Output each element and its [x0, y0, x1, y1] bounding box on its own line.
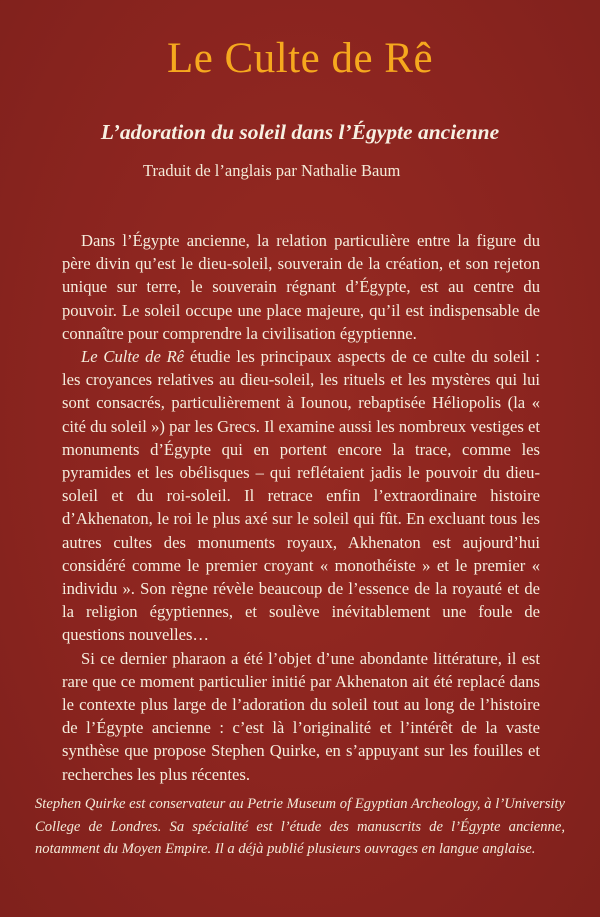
- blurb-paragraph-3: [62, 647, 540, 786]
- blurb-paragraph-3-text: Si ce dernier pharaon a été l’objet d’une abondante littérature, il est rare que ce moment particulier initié par Akhenaton ait été replacé dans le contexte plus large de l’adoration du soleil tout au long de l’histoire de l’Égypte ancienne : c’est là l’originalité et l’intérêt de la vaste synthèse que propose Stephen Quirke, en s’appuyant sur les fouilles et recherches les plus récentes.: [62, 648, 540, 784]
- book-title: Le Culte de Rê: [166, 35, 434, 82]
- blurb: [62, 229, 540, 786]
- blurb-paragraph-1: [62, 229, 540, 345]
- blurb-paragraph-1-text: Dans l’Égypte ancienne, la relation particulière entre la figure du père divin qu’est le dieu-soleil, souverain de la création, et son rejeton unique sur terre, le souverain régnant d’Égypte, est au centre du pouvoir. Le soleil occupe une place majeure, qu’il est indispensable de connaître pour comprendre la civilisation égyptienne.: [62, 231, 540, 343]
- book-subtitle: L’adoration du soleil dans l’Égypte ancienne: [100, 120, 500, 144]
- blurb-paragraph-2-text: étudie les principaux aspects de ce culte du soleil : les croyances relatives au dieu-soleil, les rituels et les mystères qui lui sont consacrés, particulièrement à Iounou, rebaptisée Héliopolis (la « cité du soleil ») par les Grecs. Il examine aussi les nombreux vestiges et monuments d’Égypte qui en portent encore la trace, comme les pyramides et les obélisques – qui reflétaient jadis le pouvoir du dieu-soleil et du roi-soleil. Il retrace enfin l’extraordinaire histoire d’Akhenaton, le roi le plus axé sur le soleil qui fût. En excluant tous les autres cultes des monuments royaux, Akhenaton est aujourd’hui considéré comme le premier croyant « monothéiste » et le premier « individu ». Son règne révèle beaucoup de l’essence de la royauté et de la religion égyptiennes, et soulève inévitablement une foule de questions nouvelles…: [62, 347, 541, 645]
- translator-credit: Traduit de l’anglais par Nathalie Baum: [143, 161, 401, 180]
- blurb-paragraph-2-title: Le Culte de Rê: [81, 347, 185, 367]
- author-bio: Stephen Quirke est conservateur au Petrie Museum of Egyptian Archeology, à l’University College de Londres. Sa spécialité est l’étude des manuscrits de l’Égypte ancienne, notamment du Moyen Empire. Il a déjà publié plusieurs ouvrages en langue anglaise.: [35, 796, 565, 857]
- blurb-paragraph-2: [62, 345, 540, 647]
